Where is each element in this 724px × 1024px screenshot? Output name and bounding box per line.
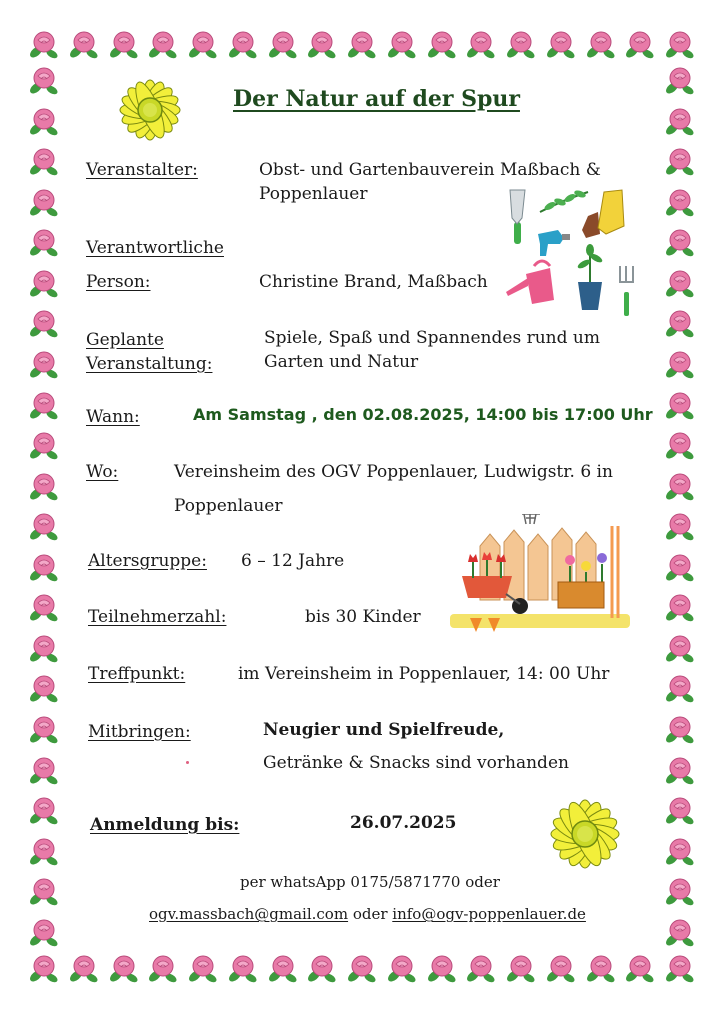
rose-border-icon <box>662 346 698 382</box>
rose-border-icon <box>66 26 102 62</box>
rose-border-icon <box>26 873 62 909</box>
rose-border-icon <box>463 950 499 986</box>
rose-border-icon <box>26 630 62 666</box>
rose-border-icon <box>106 26 142 62</box>
rose-border-icon <box>145 950 181 986</box>
rose-border-icon <box>265 26 301 62</box>
rose-border-icon <box>463 26 499 62</box>
rose-border-icon <box>26 670 62 706</box>
rose-border-icon <box>26 950 62 986</box>
rose-border-icon <box>662 26 698 62</box>
rose-border-icon <box>662 950 698 986</box>
label-person-line1: Verantwortliche <box>86 238 224 258</box>
email-link-poppenlauer[interactable]: info@ogv-poppenlauer.de <box>392 905 586 923</box>
rose-border-icon <box>185 950 221 986</box>
yellow-daisy-icon <box>536 790 634 878</box>
rose-border-icon <box>344 26 380 62</box>
rose-border-icon <box>662 549 698 585</box>
rose-border-icon <box>583 26 619 62</box>
rose-border-left <box>26 62 62 950</box>
garden-fence-icon <box>446 514 632 634</box>
rose-border-icon <box>26 103 62 139</box>
rose-border-icon <box>26 62 62 98</box>
rose-border-icon <box>424 950 460 986</box>
yellow-daisy-icon <box>104 72 196 148</box>
rose-border-icon <box>662 589 698 625</box>
rose-border-icon <box>662 427 698 463</box>
contact-whatsapp: per whatsApp 0175/5871770 oder <box>240 873 500 891</box>
rose-border-icon <box>26 346 62 382</box>
rose-border-icon <box>662 508 698 544</box>
label-wo: Wo: <box>86 462 119 482</box>
rose-border-icon <box>384 26 420 62</box>
rose-border-icon <box>26 143 62 179</box>
rose-border-icon <box>344 950 380 986</box>
rose-border-icon <box>265 950 301 986</box>
rose-border-icon <box>26 752 62 788</box>
rose-border-icon <box>662 468 698 504</box>
rose-border-icon <box>543 26 579 62</box>
rose-border-icon <box>662 914 698 950</box>
rose-border-icon <box>26 711 62 747</box>
rose-border-icon <box>424 26 460 62</box>
rose-border-icon <box>662 62 698 98</box>
rose-border-icon <box>662 305 698 341</box>
label-altersgruppe: Altersgruppe: <box>88 551 207 571</box>
value-person: Christine Brand, Maßbach <box>259 272 488 292</box>
label-teilnehmerzahl: Teilnehmerzahl: <box>88 607 227 627</box>
rose-border-icon <box>26 387 62 423</box>
stray-dot <box>186 761 189 764</box>
rose-border-icon <box>304 950 340 986</box>
rose-border-icon <box>503 26 539 62</box>
value-anmeldung: 26.07.2025 <box>350 813 457 833</box>
garden-tools-icon <box>498 182 640 324</box>
rose-border-icon <box>26 508 62 544</box>
value-treffpunkt: im Vereinsheim in Poppenlauer, 14: 00 Uhr <box>238 664 610 684</box>
label-wann: Wann: <box>86 407 140 427</box>
rose-border-icon <box>304 26 340 62</box>
rose-border-icon <box>26 833 62 869</box>
label-veranstaltung-line1: Geplante <box>86 330 164 350</box>
contact-connector: oder <box>348 905 393 923</box>
rose-border-icon <box>662 873 698 909</box>
rose-border-icon <box>503 950 539 986</box>
value-veranstaltung-line1: Spiele, Spaß und Spannendes rund um <box>264 328 600 348</box>
contact-emails <box>149 902 586 926</box>
rose-border-icon <box>662 184 698 220</box>
value-wo-line2: Poppenlauer <box>174 496 283 516</box>
value-veranstalter-line1: Obst- und Gartenbauverein Maßbach & <box>259 160 601 180</box>
value-veranstaltung-line2: Garten und Natur <box>264 352 419 372</box>
rose-border-icon <box>543 950 579 986</box>
value-wo-line1: Vereinsheim des OGV Poppenlauer, Ludwigstr. 6 in <box>174 462 613 482</box>
rose-border-icon <box>26 792 62 828</box>
label-veranstaltung-line2: Veranstaltung: <box>86 354 213 374</box>
rose-border-icon <box>662 792 698 828</box>
rose-border-icon <box>662 387 698 423</box>
rose-border-icon <box>26 468 62 504</box>
rose-border-icon <box>26 549 62 585</box>
rose-border-bottom <box>26 950 698 986</box>
rose-border-icon <box>622 950 658 986</box>
rose-border-icon <box>26 26 62 62</box>
rose-border-icon <box>662 833 698 869</box>
rose-border-icon <box>145 26 181 62</box>
rose-border-icon <box>225 950 261 986</box>
value-wann: Am Samstag , den 02.08.2025, 14:00 bis 17:00 Uhr <box>193 405 653 424</box>
rose-border-icon <box>26 265 62 301</box>
rose-border-icon <box>622 26 658 62</box>
rose-border-icon <box>26 427 62 463</box>
page-title: Der Natur auf der Spur <box>233 86 520 112</box>
rose-border-icon <box>583 950 619 986</box>
rose-border-icon <box>662 630 698 666</box>
rose-border-icon <box>106 950 142 986</box>
rose-border-icon <box>225 26 261 62</box>
value-altersgruppe: 6 – 12 Jahre <box>241 551 345 571</box>
rose-border-icon <box>26 305 62 341</box>
label-person-line2: Person: <box>86 272 151 292</box>
rose-border-icon <box>662 224 698 260</box>
rose-border-icon <box>66 950 102 986</box>
value-mitbringen-line1: Neugier und Spielfreude, <box>263 720 505 740</box>
rose-border-icon <box>662 752 698 788</box>
label-anmeldung: Anmeldung bis: <box>90 815 240 835</box>
rose-border-icon <box>26 589 62 625</box>
rose-border-top <box>26 26 698 62</box>
rose-border-icon <box>26 224 62 260</box>
email-link-massbach[interactable]: ogv.massbach@gmail.com <box>149 905 349 923</box>
rose-border-icon <box>26 184 62 220</box>
label-mitbringen: Mitbringen: <box>88 722 191 742</box>
rose-border-right <box>662 62 698 950</box>
value-mitbringen-line2: Getränke & Snacks sind vorhanden <box>263 753 569 773</box>
rose-border-icon <box>662 103 698 139</box>
rose-border-icon <box>384 950 420 986</box>
rose-border-icon <box>662 711 698 747</box>
rose-border-icon <box>185 26 221 62</box>
label-veranstalter: Veranstalter: <box>86 160 198 180</box>
rose-border-icon <box>26 914 62 950</box>
rose-border-icon <box>662 143 698 179</box>
rose-border-icon <box>662 670 698 706</box>
rose-border-icon <box>662 265 698 301</box>
value-veranstalter-line2: Poppenlauer <box>259 184 368 204</box>
label-treffpunkt: Treffpunkt: <box>88 664 186 684</box>
value-teilnehmerzahl: bis 30 Kinder <box>305 607 421 627</box>
